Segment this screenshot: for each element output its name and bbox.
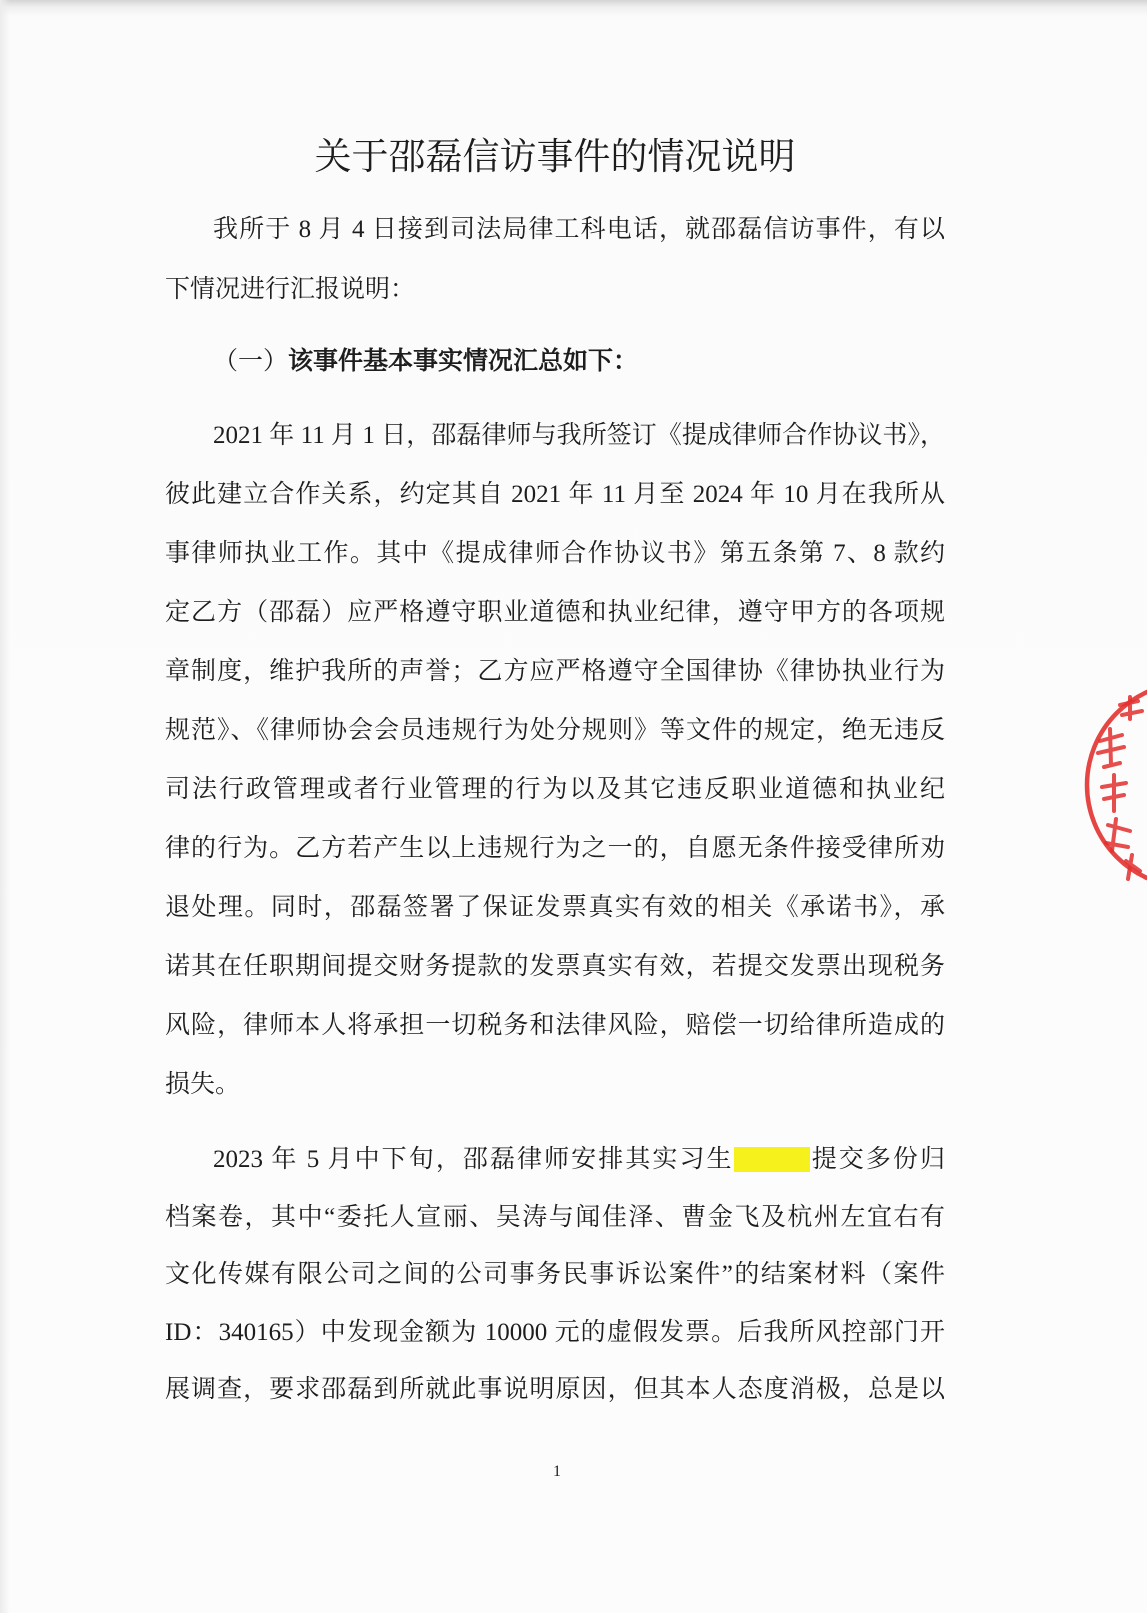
- paragraph-line: 风险，律师本人将承担一切税务和法律风险，赔偿一切给律所造成的: [165, 1012, 945, 1039]
- paragraph-line: [165, 1131, 945, 1189]
- line-text: 提交多份归: [809, 1146, 945, 1173]
- section-heading-line: [165, 332, 945, 392]
- paragraph-line: 档案卷，其中“委托人宣丽、吴涛与闻佳泽、曹金飞及杭州左宜右有: [165, 1203, 945, 1231]
- paragraph-line: 损失。: [165, 1071, 241, 1098]
- paragraph-line: 事律师执业工作。其中《提成律师合作协议书》第五条第 7、8 款约: [165, 540, 945, 567]
- paragraph-line: 文化传媒有限公司之间的公司事务民事诉讼案件”的结案材料（案件: [165, 1261, 945, 1288]
- agreement-paragraph: [165, 406, 945, 1114]
- paragraph-line: 章制度，维护我所的声誉；乙方应严格遵守全国律协《律协执业行为: [165, 658, 945, 685]
- paragraph-line: 诺其在任职期间提交财务提款的发票真实有效，若提交发票出现税务: [165, 953, 945, 980]
- intro-paragraph: [165, 200, 945, 320]
- red-seal: [1080, 675, 1147, 895]
- section-title: 该事件基本事实情况汇总如下：: [288, 348, 639, 375]
- paragraph-line: 展调查，要求邵磊到所就此事说明原因，但其本人态度消极，总是以: [165, 1376, 945, 1403]
- incident-paragraph: [165, 1131, 945, 1419]
- redaction-highlight: [734, 1147, 810, 1172]
- paragraph-line: 定乙方（邵磊）应严格遵守职业道德和执业纪律，遵守甲方的各项规: [165, 599, 945, 626]
- paragraph-line: 规范》、《律师协会会员违规行为处分规则》等文件的规定，绝无违反: [165, 717, 945, 744]
- paragraph-line: ID：340165）中发现金额为 10000 元的虚假发票。后我所风控部门开: [165, 1318, 945, 1346]
- paragraph-line: 律的行为。乙方若产生以上违规行为之一的，自愿无条件接受律所劝: [165, 835, 945, 862]
- section-number: （一）: [213, 348, 289, 375]
- paragraph-line: 我所于 8 月 4 日接到司法局律工科电话，就邵磊信访事件，有以: [213, 216, 945, 243]
- paragraph-line: 彼此建立合作关系，约定其自 2021 年 11 月至 2024 年 10 月在我所从: [165, 481, 945, 508]
- document-title: 关于邵磊信访事件的情况说明: [314, 137, 796, 178]
- section-heading: [165, 332, 945, 392]
- page-number: 1: [553, 1463, 561, 1480]
- line-text: 2023 年 5 月中下旬，邵磊律师安排其实习生: [213, 1146, 734, 1173]
- paragraph-line: 退处理。同时，邵磊签署了保证发票真实有效的相关《承诺书》，承: [165, 894, 945, 921]
- paragraph-line: 司法行政管理或者行业管理的行为以及其它违反职业道德和执业纪: [165, 776, 945, 803]
- paragraph-line: 2021 年 11 月 1 日，邵磊律师与我所签订《提成律师合作协议书》，: [213, 422, 945, 449]
- paragraph-line: 下情况进行汇报说明：: [165, 276, 416, 303]
